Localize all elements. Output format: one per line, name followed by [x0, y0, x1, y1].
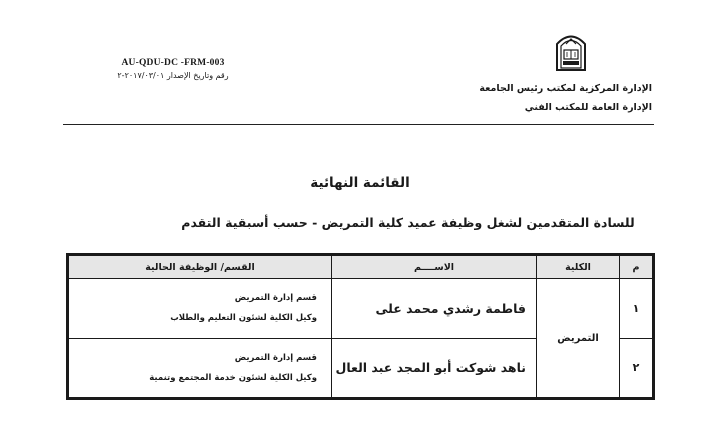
- row-num: ٢: [620, 338, 653, 398]
- header-divider: [63, 124, 654, 125]
- table-row: [69, 279, 653, 339]
- university-logo-icon: [554, 28, 588, 72]
- applicants-table: [66, 253, 655, 400]
- job-department: قسم إدارة التمريض: [234, 293, 317, 304]
- row-num: ١: [620, 279, 653, 339]
- header-name: الاســــم: [332, 256, 537, 279]
- header-college: الكلية: [537, 256, 620, 279]
- form-issue-date: رقم وتاريخ الإصدار ٢٠١٧/٠٣/٠١-٢: [117, 71, 229, 80]
- table-header-row: [69, 256, 653, 279]
- header-num: م: [620, 256, 653, 279]
- applicant-name: ناهد شوكت أبو المجد عبد العال: [332, 338, 537, 398]
- current-job: [69, 279, 332, 339]
- page-title: القائمة النهائية: [310, 175, 410, 191]
- job-department: قسم إدارة التمريض: [234, 352, 317, 363]
- form-info: [98, 58, 248, 80]
- header-job: القسم/ الوظيفة الحالية: [69, 256, 332, 279]
- current-job: [69, 338, 332, 398]
- college-cell: التمريض: [537, 279, 620, 398]
- job-position: وكيل الكلية لشئون خدمة المجتمع وتنمية: [149, 372, 317, 383]
- organization-header: [479, 79, 652, 117]
- org-line-technical-office: الإدارة العامة للمكتب الفني: [524, 102, 652, 113]
- applicant-name: فاطمة رشدي محمد على: [332, 279, 537, 339]
- org-line-central-admin: الإدارة المركزية لمكتب رئيس الجامعة: [479, 83, 652, 94]
- job-position: وكيل الكلية لشئون التعليم والطلاب: [170, 313, 317, 324]
- page-subtitle: للسادة المتقدمين لشغل وظيفة عميد كلية التمريض - حسب أسبقية التقدم: [181, 215, 635, 230]
- form-code: AU-QDU-DC -FRM-003: [121, 58, 225, 68]
